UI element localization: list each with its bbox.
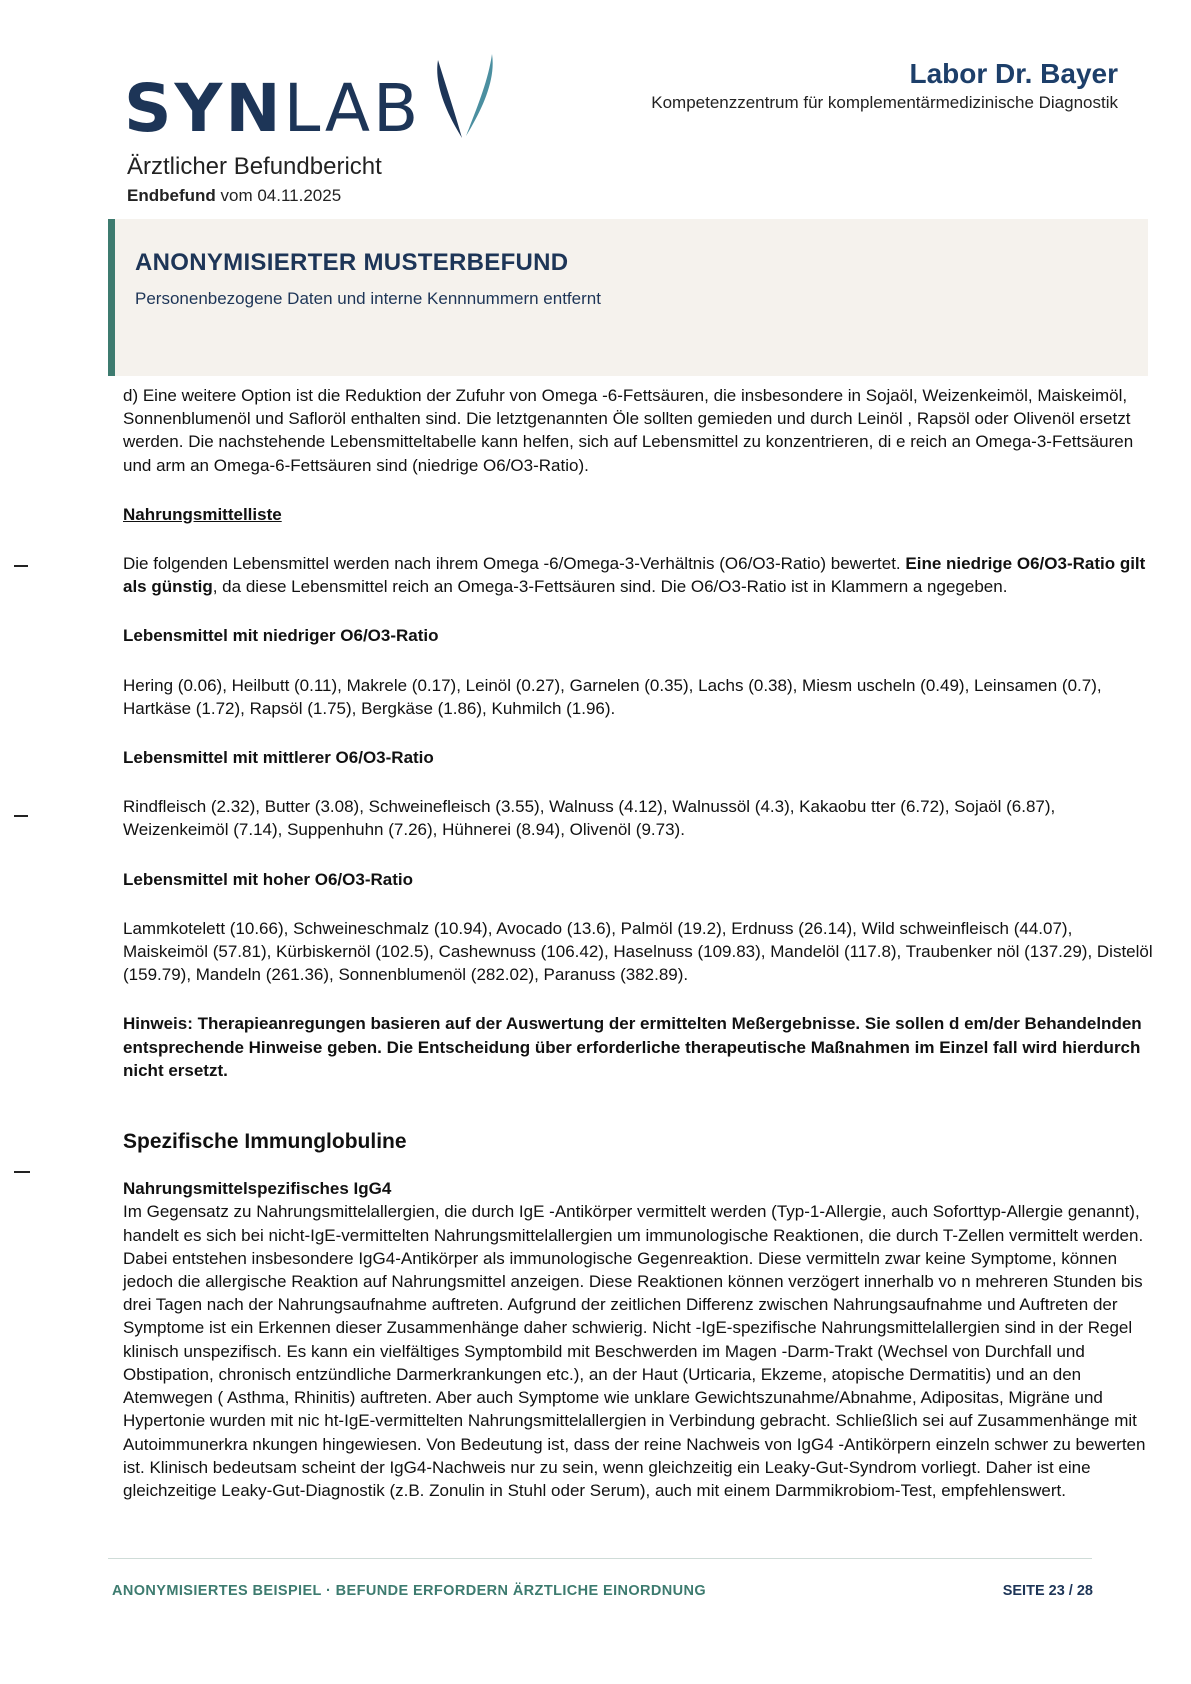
report-date: vom 04.11.2025 <box>215 186 342 205</box>
mid-ratio-heading: Lebensmittel mit mittlerer O6/O3-Ratio <box>123 748 434 768</box>
margin-mark <box>14 1171 30 1173</box>
logo-swoosh-icon <box>432 54 504 144</box>
footer-disclaimer: ANONYMISIERTES BEISPIEL · BEFUNDE ERFORDERN ÄRZTLICHE EINORDNUNG <box>112 1583 707 1599</box>
margin-mark <box>14 565 28 567</box>
food-list-intro <box>123 552 1153 598</box>
report-title: Ärztlicher Befundbericht <box>127 153 382 180</box>
igg4-paragraph: Im Gegensatz zu Nahrungsmittelallergien, die durch IgE -Antikörper vermittelt werden (Typ-1-Allergie, auch Soforttyp-Allergie genannt), handelt es sich bei nicht-IgE-vermittelten Nahrungsmittelallergien um immunologische Reaktionen, die durch T-Zellen vermittelt werden. Dabei entstehen insbesondere IgG4-Antikörper als immunologische Gegenreaktion. Diese vermitteln zwar keine Symptome, können jedoch die allergische Reaktion auf Nahrungsmittel anzeigen. Diese Reaktionen können verzögert innerhalb vo n mehreren Stunden bis drei Tagen nach der Nahrungsaufnahme auftreten. Aufgrund der zeitlichen Differenz zwischen Nahrungsaufnahme und Auftreten der Symptome ist ein Erkennen dieser Zusammenhänge daher schwierig. Nicht -IgE-spezifische Nahrungsmittelallergien sind in der Regel klinisch unspezifisch. Es kann ein vielfältiges Symptombild mit Beschwerden im Magen -Darm-Trakt (Wechsel von Durchfall und Obstipation, chronisch entzündliche Darmerkrankungen etc.), an der Haut (Urticaria, Ekzeme, atopische Dermatitis) und an den Atemwegen ( Asthma, Rhinitis) auftreten. Aber auch Symptome wie unklare Gewichtszunahme/Abnahme, Adipositas, Migräne und Hypertonie wurden mit nic ht-IgE-vermittelten Nahrungsmittelallergien in Verbindung gebracht. Schließlich sei auf Zusammenhänge mit Autoimmunerkra nkungen hingewiesen. Von Bedeutung ist, dass der reine Nachweis von IgG4 -Antikörpern einzeln schwer zu bewerten ist. Klinisch bedeutsam scheint der IgG4-Nachweis nur zu sein, wenn gleichzeitig ein Leaky-Gut-Syndrom vorliegt. Daher ist eine gleichzeitige Leaky-Gut-Diagnostik (z.B. Zonulin in Stuhl oder Serum), auch mit einem Darmmikrobiom-Test, empfehlenswert. <box>123 1202 1146 1500</box>
mid-ratio-list: Rindfleisch (2.32), Butter (3.08), Schweinefleisch (3.55), Walnuss (4.12), Walnussöl (4.3), Kakaobu tter (6.72), Sojaöl (6.87), Weizenkeimöl (7.14), Suppenhuhn (7.26), Hühnerei (8.94), Olivenöl (9.73). <box>123 797 1056 840</box>
section-heading: Spezifische Immunglobuline <box>123 1130 407 1154</box>
logo-wordmark-bold: SYN <box>124 70 284 147</box>
food-list-intro-emphasis: Eine niedrige O6/O3-Ratio gilt als günstig <box>123 554 1146 597</box>
logo-wordmark <box>124 70 422 147</box>
footer-divider <box>108 1558 1092 1559</box>
food-list-intro-text: Die folgenden Lebensmittel werden nach ihrem Omega -6/Omega-3-Verhältnis (O6/O3-Ratio) bewertet. <box>123 554 906 574</box>
banner-title: ANONYMISIERTER MUSTERBEFUND <box>135 249 569 276</box>
anonymized-banner <box>108 219 1148 376</box>
lab-name: Labor Dr. Bayer <box>909 58 1118 89</box>
report-body <box>123 384 1153 1502</box>
banner-subtitle: Personenbezogene Daten und interne Kennnummern entfernt <box>135 289 601 308</box>
lab-subtitle: Kompetenzzentrum für komplementärmedizinische Diagnostik <box>651 93 1118 112</box>
igg4-heading: Nahrungsmittelspezifisches IgG4 <box>123 1179 392 1199</box>
synlab-logo <box>124 54 504 147</box>
high-ratio-list: Lammkotelett (10.66), Schweineschmalz (10.94), Avocado (13.6), Palmöl (19.2), Erdnuss (26.14), Wild schweinfleisch (44.07), Maiskeimöl (57.81), Kürbiskernöl (102.5), Cashewnuss (106.42), Haselnuss (109.83), Mandelöl (117.8), Traubenker nöl (137.29), Distelöl (159.79), Mandeln (261.36), Sonnenblumenöl (282.02), Paranuss (382.89). <box>123 918 1153 985</box>
margin-mark <box>14 815 28 817</box>
logo-wordmark-light: LAB <box>283 70 422 147</box>
low-ratio-list: Hering (0.06), Heilbutt (0.11), Makrele (0.17), Leinöl (0.27), Garnelen (0.35), Lachs (0.38), Miesm uscheln (0.49), Leinsamen (0.7), Hartkäse (1.72), Rapsöl (1.75), Bergkäse (1.86), Kuhmilch (1.96). <box>123 675 1102 718</box>
high-ratio-heading: Lebensmittel mit hoher O6/O3-Ratio <box>123 869 413 889</box>
report-status <box>127 186 341 206</box>
therapy-note: Hinweis: Therapieanregungen basieren auf der Auswertung der ermittelten Meßergebnisse. Sie sollen d em/der Behandelnden entsprechende Hinweise geben. Die Entscheidung über erforderliche therapeutische Maßnahmen im Einzel fall wird hierdurch nicht ersetzt. <box>123 1014 1142 1080</box>
page-number: SEITE 23 / 28 <box>1002 1583 1093 1599</box>
food-list-intro-text-end: , da diese Lebensmittel reich an Omega-3-Fettsäuren sind. Die O6/O3-Ratio ist in Klammern a ngegeben. <box>212 577 1008 597</box>
report-status-label: Endbefund <box>127 186 216 205</box>
intro-paragraph: d) Eine weitere Option ist die Reduktion der Zufuhr von Omega -6-Fettsäuren, die insbesondere in Sojaöl, Weizenkeimöl, Maiskeimöl, Sonnenblumenöl und Safloröl enthalten sind. Die letztgenannten Öle sollten gemieden und durch Leinöl , Rapsöl oder Olivenöl ersetzt werden. Die nachstehende Lebensmitteltabelle kann helfen, sich auf Lebensmittel zu konzentrieren, di e reich an Omega-3-Fettsäuren und arm an Omega-6-Fettsäuren sind (niedrige O6/O3-Ratio). <box>123 386 1134 475</box>
food-list-heading: Nahrungsmittelliste <box>123 504 282 524</box>
low-ratio-heading: Lebensmittel mit niedriger O6/O3-Ratio <box>123 626 439 646</box>
